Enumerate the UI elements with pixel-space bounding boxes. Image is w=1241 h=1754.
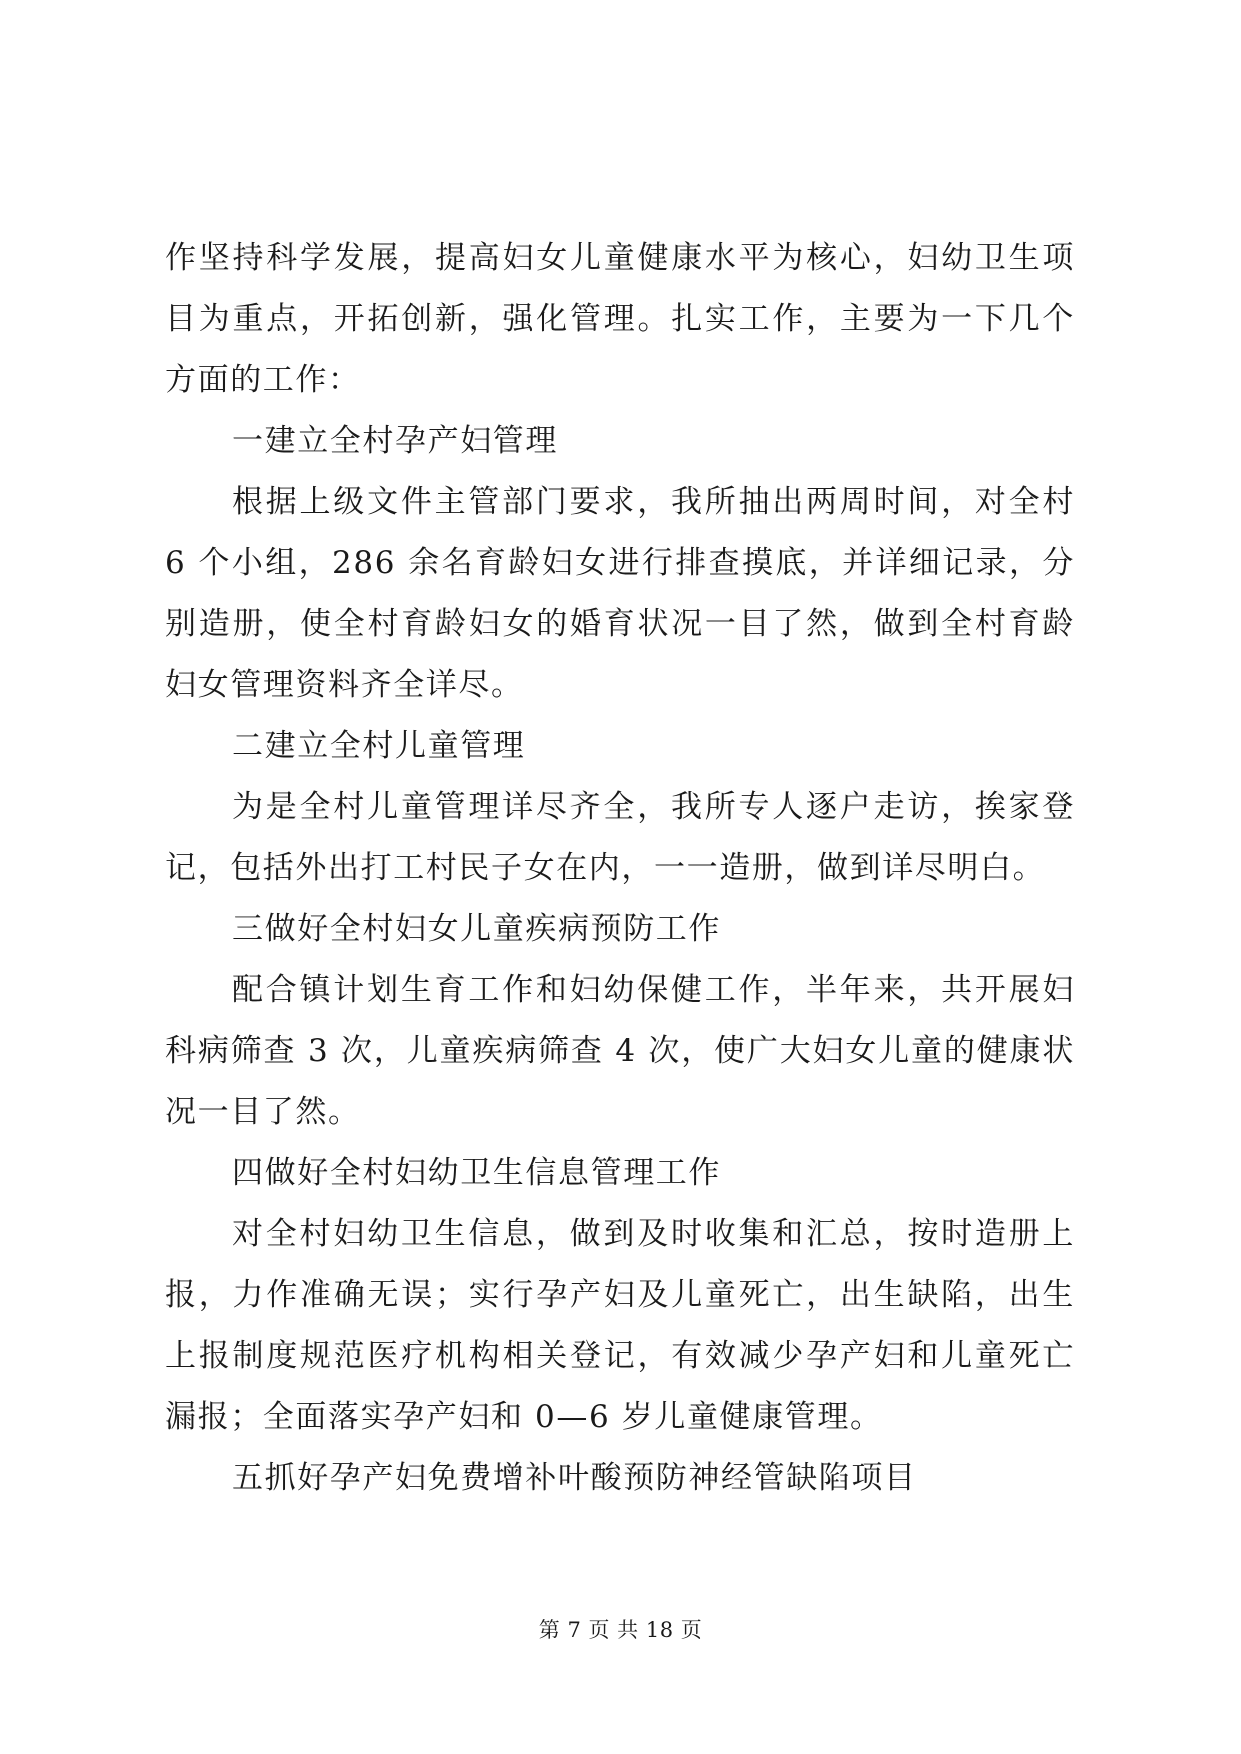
paragraph-section-1: 根据上级文件主管部门要求，我所抽出两周时间，对全村 6 个小组，286 余名育龄妇女进行排查摸底，并详细记录，分别造册，使全村育龄妇女的婚育状况一目了然，做到全村育龄妇女管理资料齐全详尽。 xyxy=(165,484,1075,703)
section-heading-1: 一建立全村孕产妇管理 xyxy=(232,423,558,459)
paragraph-continuation: 作坚持科学发展，提高妇女儿童健康水平为核心，妇幼卫生项目为重点，开拓创新，强化管理。扎实工作，主要为一下几个方面的工作： xyxy=(165,240,1075,398)
section-heading-5: 五抓好孕产妇免费增补叶酸预防神经管缺陷项目 xyxy=(232,1460,917,1496)
page-number-footer: 第 7 页 共 18 页 xyxy=(538,1618,703,1642)
paragraph-section-2: 为是全村儿童管理详尽齐全，我所专人逐户走访，挨家登记，包括外出打工村民子女在内，一一造册，做到详尽明白。 xyxy=(165,789,1075,886)
section-heading-3: 三做好全村妇女儿童疾病预防工作 xyxy=(232,911,721,947)
section-heading-4: 四做好全村妇幼卫生信息管理工作 xyxy=(232,1155,721,1191)
paragraph-section-3: 配合镇计划生育工作和妇幼保健工作，半年来，共开展妇科病筛查 3 次，儿童疾病筛查 4 次，使广大妇女儿童的健康状况一目了然。 xyxy=(165,972,1075,1130)
section-heading-2: 二建立全村儿童管理 xyxy=(232,728,526,764)
document-body xyxy=(165,228,1075,1509)
paragraph-section-4: 对全村妇幼卫生信息，做到及时收集和汇总，按时造册上报，力作准确无误；实行孕产妇及儿童死亡，出生缺陷，出生上报制度规范医疗机构相关登记，有效减少孕产妇和儿童死亡漏报；全面落实孕产妇和 0—6 岁儿童健康管理。 xyxy=(165,1216,1075,1435)
